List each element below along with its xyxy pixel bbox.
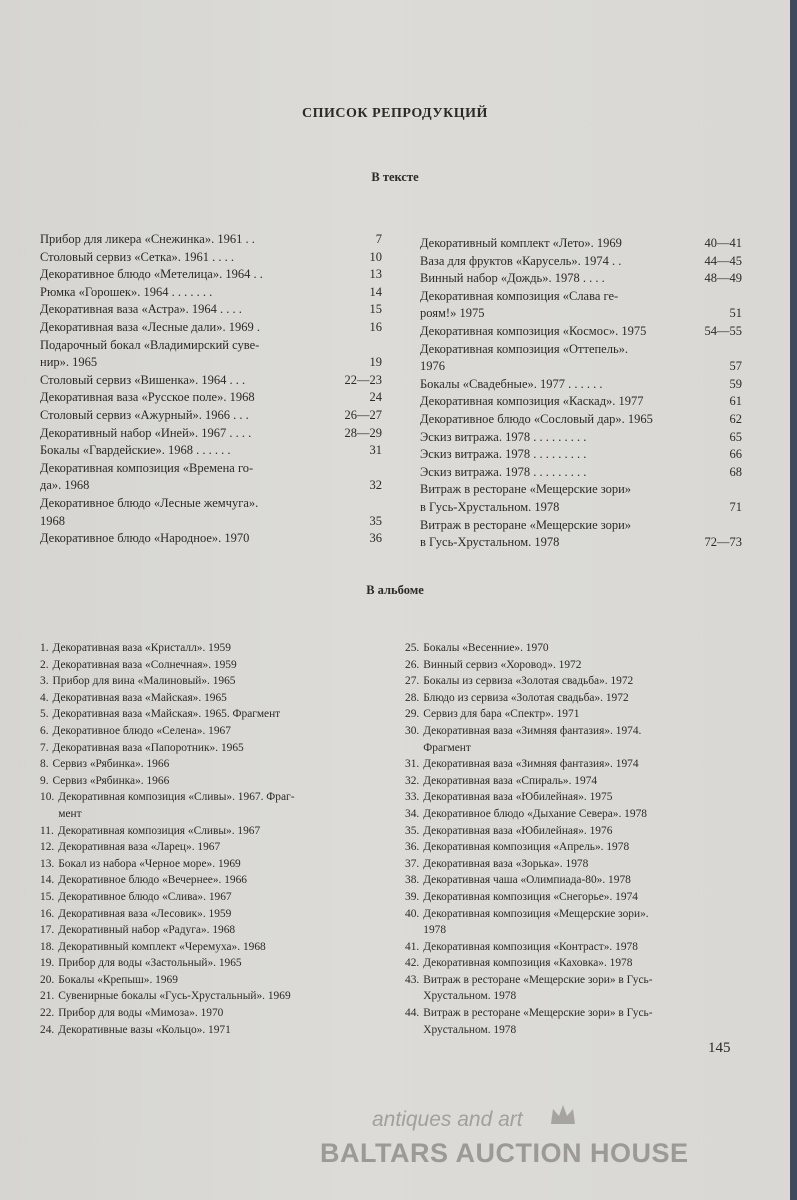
album-list-item bbox=[405, 706, 750, 723]
text-list-item bbox=[40, 425, 382, 443]
item-title: Бокалы «Весенние». 1970 bbox=[423, 642, 549, 654]
item-number: 29. bbox=[405, 708, 420, 721]
item-title: Декоративная ваза «Ларец». 1967 bbox=[58, 841, 221, 854]
item-title: Витраж в ресторане «Мещерские зори» в Гусь-Хрустальном. 1978 bbox=[420, 517, 632, 550]
item-title: Декоративная композиция «Апрель». 1978 bbox=[423, 841, 630, 854]
item-number: 3. bbox=[40, 675, 49, 688]
item-title: Декоративная композиция «Сливы». 1967. Фраг- мент bbox=[58, 791, 295, 820]
album-list-item bbox=[40, 856, 390, 873]
album-list-item bbox=[405, 839, 750, 856]
item-title: Декоративное блюдо «Сословый дар». 1965 bbox=[420, 411, 653, 426]
item-page: 36 bbox=[369, 531, 382, 546]
item-title: Декоративный комплект «Черемуха». 1968 bbox=[58, 940, 266, 953]
item-page: 48—49 bbox=[704, 271, 742, 286]
item-title: Декоративное блюдо «Селена». 1967 bbox=[52, 724, 231, 737]
item-title: Бокалы «Свадебные». 1977 . . . . . . bbox=[420, 376, 603, 391]
item-title: Декоративная композиция «Оттепель». 1976 bbox=[420, 341, 629, 374]
item-title: Винный сервиз «Хоровод». 1972 bbox=[423, 658, 582, 671]
album-list-item bbox=[40, 823, 390, 840]
item-number: 18. bbox=[40, 940, 55, 953]
item-page: 66 bbox=[729, 447, 742, 462]
album-list-item bbox=[405, 657, 750, 674]
item-title: Эскиз витража. 1978 . . . . . . . . . bbox=[420, 464, 587, 479]
item-title: Декоративное блюдо «Слива». 1967 bbox=[58, 890, 232, 903]
text-list-item bbox=[40, 407, 382, 425]
item-number: 13. bbox=[40, 857, 55, 870]
item-title: Декоративная композиция «Сливы». 1967 bbox=[57, 824, 261, 837]
item-title: Прибор для воды «Застольный». 1965 bbox=[58, 957, 242, 970]
album-list-item bbox=[40, 740, 390, 757]
item-title: Декоративная композиция «Контраст». 1978 bbox=[423, 940, 638, 953]
item-number: 17. bbox=[40, 924, 55, 937]
item-page: 32 bbox=[369, 478, 382, 493]
album-list-item bbox=[40, 922, 390, 939]
item-title: Сервиз «Рябинка». 1966 bbox=[52, 758, 170, 771]
album-list-item bbox=[40, 939, 390, 956]
text-list-item bbox=[420, 288, 742, 323]
item-number: 40. bbox=[405, 907, 420, 920]
album-list-item bbox=[405, 889, 750, 906]
item-title: Декоративная ваза «Папоротник». 1965 bbox=[52, 741, 244, 754]
album-list-item bbox=[40, 988, 390, 1005]
album-list-item bbox=[405, 640, 750, 657]
item-title: Эскиз витража. 1978 . . . . . . . . . bbox=[420, 429, 587, 444]
item-page: 7 bbox=[375, 232, 382, 246]
text-list-item bbox=[40, 337, 382, 372]
text-list-item bbox=[420, 341, 742, 376]
item-number: 10. bbox=[40, 791, 55, 804]
album-list-item bbox=[405, 856, 750, 873]
item-title: Декоративная композиция «Времена го- да». 1968 bbox=[40, 460, 254, 493]
item-page: 24 bbox=[369, 390, 382, 405]
album-list-item bbox=[405, 673, 750, 690]
item-number: 41. bbox=[405, 940, 420, 953]
album-list-item bbox=[40, 756, 390, 773]
item-title: Декоративная ваза «Майская». 1965 bbox=[52, 691, 227, 704]
item-number: 16. bbox=[40, 907, 55, 920]
text-list-item bbox=[40, 389, 382, 407]
item-number: 37. bbox=[405, 857, 420, 870]
album-list-item bbox=[40, 872, 390, 889]
item-number: 9. bbox=[40, 774, 49, 787]
item-number: 25. bbox=[405, 642, 420, 654]
text-list-right bbox=[420, 235, 742, 552]
item-title: Эскиз витража. 1978 . . . . . . . . . bbox=[420, 447, 587, 462]
item-page: 57 bbox=[729, 359, 742, 374]
item-title: Сервиз «Рябинка». 1966 bbox=[52, 774, 170, 787]
item-page: 13 bbox=[369, 267, 382, 282]
item-title: Декоративная ваза «Лесовик». 1959 bbox=[58, 907, 232, 920]
item-title: Сувенирные бокалы «Гусь-Хрустальный». 1969 bbox=[58, 990, 291, 1003]
album-list-item bbox=[405, 939, 750, 956]
text-list-item bbox=[420, 323, 742, 341]
item-number: 32. bbox=[405, 774, 420, 787]
item-page: 14 bbox=[369, 284, 382, 299]
item-number: 7. bbox=[40, 741, 49, 754]
album-list-item bbox=[40, 906, 390, 923]
item-title: Декоративная композиция «Каховка». 1978 bbox=[423, 957, 633, 970]
item-page: 28—29 bbox=[344, 425, 382, 440]
item-number: 33. bbox=[405, 791, 420, 804]
album-list-item bbox=[40, 789, 390, 822]
item-title: Рюмка «Горошек». 1964 . . . . . . . bbox=[40, 284, 213, 299]
item-number: 6. bbox=[40, 724, 49, 737]
text-list-item bbox=[40, 249, 382, 267]
item-title: Декоративная ваза «Лесные дали». 1969 . bbox=[40, 319, 260, 334]
item-number: 42. bbox=[405, 957, 420, 970]
item-number: 26. bbox=[405, 658, 420, 671]
item-page: 59 bbox=[729, 376, 742, 391]
text-list-item bbox=[40, 442, 382, 460]
item-title: Бокалы из сервиза «Золотая свадьба». 1972 bbox=[423, 675, 634, 688]
item-number: 8. bbox=[40, 758, 49, 771]
album-list-item bbox=[40, 690, 390, 707]
text-list-item bbox=[420, 464, 742, 482]
album-list-item bbox=[40, 673, 390, 690]
album-list-item bbox=[405, 955, 750, 972]
text-list-item bbox=[420, 235, 742, 253]
item-number: 2. bbox=[40, 658, 49, 671]
text-list-item bbox=[420, 393, 742, 411]
item-number: 21. bbox=[40, 990, 55, 1003]
item-title: Прибор для ликера «Снежинка». 1961 . . bbox=[40, 232, 255, 246]
page-number: 145 bbox=[708, 1040, 731, 1056]
item-page: 22—23 bbox=[344, 372, 382, 387]
text-list-item bbox=[420, 446, 742, 464]
item-title: Сервиз для бара «Спектр». 1971 bbox=[423, 708, 580, 721]
text-list-item bbox=[420, 270, 742, 288]
item-number: 14. bbox=[40, 874, 55, 887]
item-page: 15 bbox=[369, 302, 382, 317]
item-number: 30. bbox=[405, 724, 420, 737]
item-number: 24. bbox=[40, 1023, 55, 1036]
item-number: 34. bbox=[405, 807, 420, 820]
item-title: Декоративная композиция «Мещерские зори». 1978 bbox=[423, 907, 649, 937]
album-list-item bbox=[40, 706, 390, 723]
item-number: 12. bbox=[40, 841, 55, 854]
item-title: Блюдо из сервиза «Золотая свадьба». 1972 bbox=[423, 691, 629, 704]
item-title: Декоративная ваза «Юбилейная». 1975 bbox=[423, 791, 613, 804]
item-page: 61 bbox=[729, 394, 742, 409]
item-page: 35 bbox=[369, 513, 382, 528]
album-list-item bbox=[405, 773, 750, 790]
item-title: Декоративная композиция «Снегорье». 1974 bbox=[423, 890, 638, 903]
item-number: 38. bbox=[405, 874, 420, 887]
item-number: 19. bbox=[40, 957, 55, 970]
text-list-item bbox=[40, 284, 382, 302]
text-list-item bbox=[40, 372, 382, 390]
item-page: 68 bbox=[729, 464, 742, 479]
item-page: 26—27 bbox=[344, 407, 382, 422]
item-title: Витраж в ресторане «Мещерские зори» в Гусь-Хрустальном. 1978 bbox=[420, 482, 632, 514]
album-list-item bbox=[40, 657, 390, 674]
watermark-tagline: antiques and art bbox=[372, 1108, 523, 1131]
crown-icon bbox=[548, 1102, 578, 1128]
item-number: 22. bbox=[40, 1007, 55, 1020]
text-list-left bbox=[40, 231, 382, 548]
item-number: 5. bbox=[40, 708, 49, 721]
text-list-item bbox=[420, 411, 742, 429]
item-title: Декоративное блюдо «Народное». 1970 bbox=[40, 531, 250, 546]
album-list-left bbox=[40, 640, 390, 1038]
item-number: 28. bbox=[405, 691, 420, 704]
item-number: 4. bbox=[40, 691, 49, 704]
item-title: Подарочный бокал «Владимирский суве- нир». 1965 bbox=[40, 337, 260, 370]
item-title: Декоративное блюдо «Метелица». 1964 . . bbox=[40, 267, 263, 282]
item-title: Винный набор «Дождь». 1978 . . . . bbox=[420, 271, 605, 286]
item-title: Декоративная ваза «Спираль». 1974 bbox=[423, 774, 598, 787]
item-number: 20. bbox=[40, 973, 55, 986]
text-list-item bbox=[40, 319, 382, 337]
text-list-item bbox=[40, 460, 382, 495]
item-title: Декоративная ваза «Солнечная». 1959 bbox=[52, 658, 237, 671]
album-list-item bbox=[40, 889, 390, 906]
item-title: Декоративная ваза «Зимняя фантазия». 1974 bbox=[423, 758, 639, 771]
album-list-item bbox=[40, 955, 390, 972]
item-title: Витраж в ресторане «Мещерские зори» в Гусь- Хрустальном. 1978 bbox=[423, 1007, 653, 1036]
item-page: 40—41 bbox=[704, 236, 742, 250]
album-list-item bbox=[405, 906, 750, 939]
item-page: 62 bbox=[729, 411, 742, 426]
text-list-item bbox=[40, 231, 382, 249]
item-page: 31 bbox=[369, 443, 382, 458]
album-list-item bbox=[405, 1005, 750, 1038]
item-page: 65 bbox=[729, 429, 742, 444]
album-list-item bbox=[405, 972, 750, 1005]
item-page: 10 bbox=[369, 249, 382, 264]
item-title: Декоративная чаша «Олимпиада-80». 1978 bbox=[423, 874, 631, 887]
text-list-item bbox=[420, 517, 742, 552]
watermark-brand: BALTARS AUCTION HOUSE bbox=[320, 1138, 689, 1168]
item-number: 1. bbox=[40, 642, 49, 654]
text-list-item bbox=[40, 301, 382, 319]
album-list-item bbox=[405, 789, 750, 806]
text-list-item bbox=[40, 530, 382, 548]
text-list-item bbox=[420, 376, 742, 394]
item-title: Декоративная ваза «Зимняя фантазия». 1974. Фрагмент bbox=[423, 724, 642, 754]
text-list-item bbox=[40, 495, 382, 530]
album-list-item bbox=[40, 640, 390, 657]
section-heading-text: В тексте bbox=[371, 170, 419, 184]
album-list-item bbox=[405, 806, 750, 823]
item-title: Витраж в ресторане «Мещерские зори» в Гусь- Хрустальном. 1978 bbox=[423, 973, 653, 1003]
item-title: Декоративное блюдо «Дыхание Севера». 1978 bbox=[423, 807, 647, 820]
item-title: Бокалы «Гвардейские». 1968 . . . . . . bbox=[40, 443, 231, 458]
item-page: 54—55 bbox=[704, 323, 742, 338]
album-list-item bbox=[40, 723, 390, 740]
item-title: Декоративная композиция «Космос». 1975 bbox=[420, 323, 647, 338]
item-title: Декоративный набор «Иней». 1967 . . . . bbox=[40, 425, 252, 440]
item-number: 43. bbox=[405, 973, 420, 986]
item-number: 11. bbox=[40, 824, 54, 837]
text-list-item bbox=[420, 429, 742, 447]
item-page: 44—45 bbox=[704, 253, 742, 268]
album-list-item bbox=[405, 756, 750, 773]
item-title: Декоративные вазы «Кольцо». 1971 bbox=[58, 1023, 231, 1036]
item-page: 16 bbox=[369, 319, 382, 334]
item-title: Ваза для фруктов «Карусель». 1974 . . bbox=[420, 253, 622, 268]
item-number: 39. bbox=[405, 890, 420, 903]
page-title: СПИСОК РЕПРОДУКЦИЙ bbox=[302, 106, 488, 121]
item-title: Декоративная композиция «Каскад». 1977 bbox=[420, 394, 644, 409]
text-list-item bbox=[420, 253, 742, 271]
album-list-right bbox=[405, 640, 750, 1038]
item-page: 51 bbox=[729, 306, 742, 321]
item-title: Бокал из набора «Черное море». 1969 bbox=[58, 857, 241, 870]
item-number: 35. bbox=[405, 824, 420, 837]
item-title: Декоративное блюдо «Вечернее». 1966 bbox=[58, 874, 247, 887]
item-number: 44. bbox=[405, 1007, 420, 1020]
item-title: Декоративное блюдо «Лесные жемчуга». 1968 bbox=[40, 495, 259, 528]
album-list-item bbox=[40, 773, 390, 790]
item-title: Столовый сервиз «Вишенка». 1964 . . . bbox=[40, 372, 246, 387]
item-title: Декоративная ваза «Зорька». 1978 bbox=[423, 857, 589, 870]
item-title: Декоративный набор «Радуга». 1968 bbox=[58, 924, 236, 937]
album-list-item bbox=[405, 872, 750, 889]
item-title: Прибор для вина «Малиновый». 1965 bbox=[52, 675, 236, 688]
item-title: Декоративная ваза «Майская». 1965. Фрагмент bbox=[52, 708, 281, 721]
album-list-item bbox=[405, 690, 750, 707]
item-title: Декоративная композиция «Слава ге- роям!» 1975 bbox=[420, 288, 619, 321]
album-list-item bbox=[40, 839, 390, 856]
album-list-item bbox=[40, 1022, 390, 1039]
item-title: Декоративная ваза «Юбилейная». 1976 bbox=[423, 824, 613, 837]
text-list-item bbox=[420, 481, 742, 516]
item-number: 15. bbox=[40, 890, 55, 903]
item-title: Декоративная ваза «Кристалл». 1959 bbox=[52, 642, 231, 654]
item-number: 36. bbox=[405, 841, 420, 854]
item-page: 19 bbox=[369, 355, 382, 370]
item-number: 27. bbox=[405, 675, 420, 688]
album-list-item bbox=[40, 1005, 390, 1022]
item-title: Столовый сервиз «Сетка». 1961 . . . . bbox=[40, 249, 234, 264]
section-heading-album: В альбоме bbox=[366, 583, 424, 597]
album-list-item bbox=[405, 823, 750, 840]
album-list-item bbox=[40, 972, 390, 989]
item-title: Декоративная ваза «Русское поле». 1968 bbox=[40, 390, 255, 405]
item-page: 72—73 bbox=[704, 535, 742, 550]
item-title: Столовый сервиз «Ажурный». 1966 . . . bbox=[40, 407, 249, 422]
item-title: Декоративный комплект «Лето». 1969 bbox=[420, 236, 622, 250]
item-title: Прибор для воды «Мимоза». 1970 bbox=[58, 1007, 224, 1020]
book-edge bbox=[790, 0, 797, 1200]
item-title: Декоративная ваза «Астра». 1964 . . . . bbox=[40, 302, 242, 317]
text-list-item bbox=[40, 266, 382, 284]
item-title: Бокалы «Крепыш». 1969 bbox=[58, 973, 178, 986]
item-page: 71 bbox=[729, 499, 742, 514]
album-list-item bbox=[405, 723, 750, 756]
item-number: 31. bbox=[405, 758, 420, 771]
